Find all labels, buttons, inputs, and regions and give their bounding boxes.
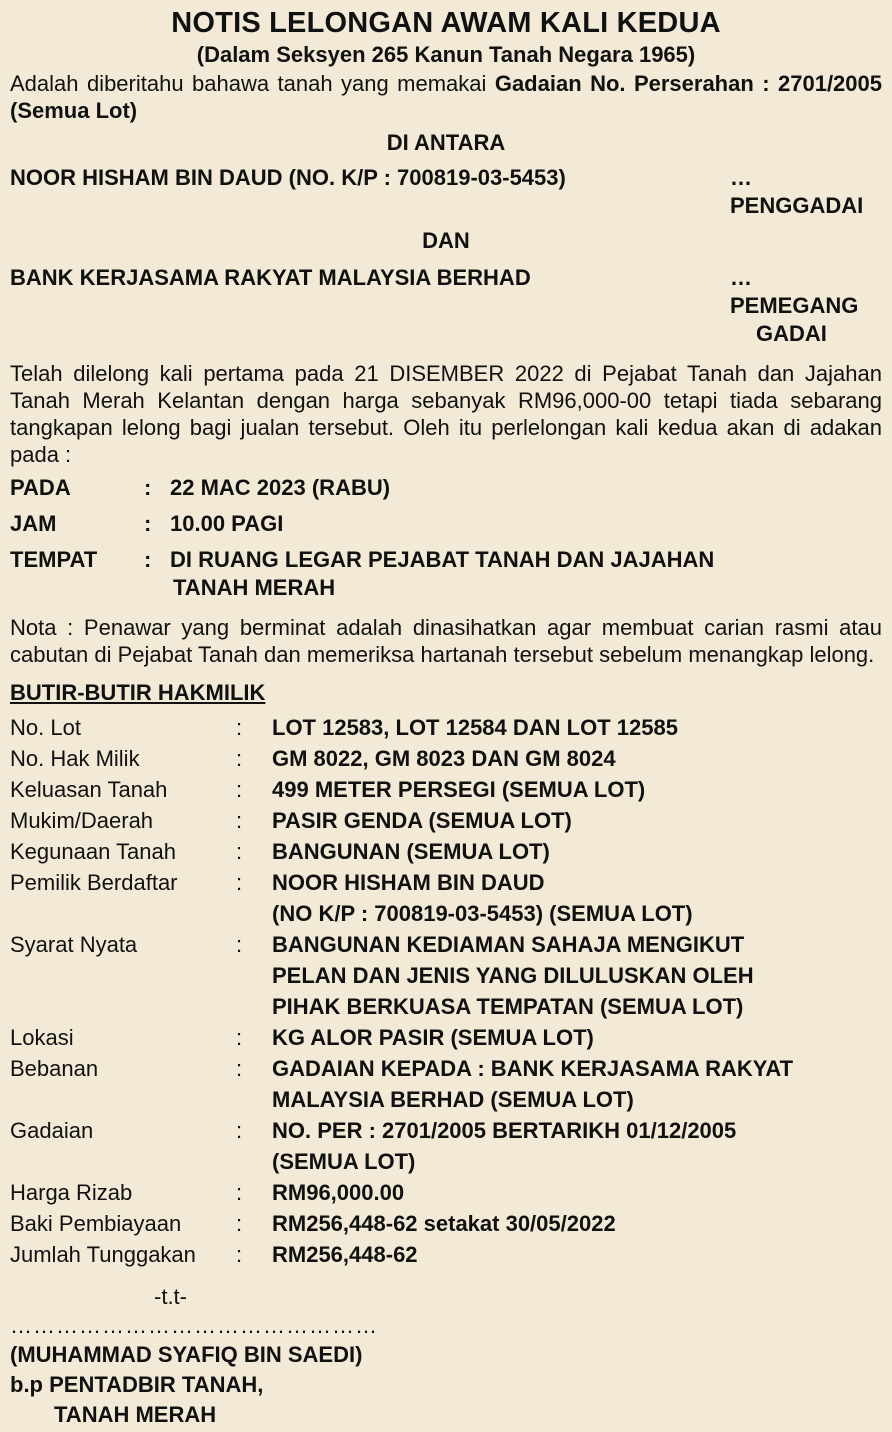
details-row: Pemilik Berdaftar : NOOR HISHAM BIN DAUD (NO K/P : 700819-03-5453) (SEMUA LOT) — [10, 870, 693, 926]
details-row: Lokasi : KG ALOR PASIR (SEMUA LOT) — [10, 1025, 594, 1050]
details-row: Kegunaan Tanah : BANGUNAN (SEMUA LOT) — [10, 839, 550, 864]
schedule-value: DI RUANG LEGAR PEJABAT TANAH DAN JAJAHAN TANAH MERAH — [170, 547, 715, 600]
signatory-place: TANAH MERAH — [54, 1402, 217, 1427]
between-label: DI ANTARA — [386, 130, 506, 155]
details-row: No. Lot : LOT 12583, LOT 12584 DAN LOT 12585 — [10, 715, 678, 740]
schedule-row-venue: TEMPAT : DI RUANG LEGAR PEJABAT TANAH DAN JAJAHAN TANAH MERAH — [10, 546, 882, 602]
schedule-row-date: PADA : 22 MAC 2023 (RABU) — [10, 474, 882, 502]
schedule-row-time: JAM : 10.00 PAGI — [10, 510, 882, 538]
party-chargee — [10, 264, 882, 348]
party-chargee-dots: … — [730, 265, 752, 290]
details-row: Harga Rizab : RM96,000.00 — [10, 1180, 405, 1205]
details-row: Baki Pembiayaan : RM256,448-62 setakat 30/05/2022 — [10, 1211, 616, 1236]
schedule-value: 10.00 PAGI — [170, 511, 284, 536]
notice-subtitle: (Dalam Seksyen 265 Kanun Tanah Negara 1965) — [196, 42, 696, 67]
signature-line: ………………………………………… — [10, 1313, 378, 1338]
details-row: Gadaian : NO. PER : 2701/2005 BERTARIKH 01/12/2005 (SEMUA LOT) — [10, 1118, 737, 1174]
schedule-key: PADA — [10, 475, 71, 500]
intro-paragraph — [10, 70, 882, 124]
party-chargee-role-label-1: PEMEGANG — [730, 293, 859, 318]
details-row: Jumlah Tunggakan : RM256,448-62 — [10, 1242, 418, 1267]
schedule-key: TEMPAT — [10, 547, 98, 572]
details-row: No. Hak Milik : GM 8022, GM 8023 DAN GM 8024 — [10, 746, 616, 771]
details-row: Keluasan Tanah : 499 METER PERSEGI (SEMUA LOT) — [10, 777, 646, 802]
auction-paragraph: Telah dilelong kali pertama pada 21 DISEMBER 2022 di Pejabat Tanah dan Jajahan Tanah Merah Kelantan dengan harga sebanyak RM96,000-00 tetapi tiada sebarang tangkapan lelong bagi jualan tersebut. Oleh itu perlelongan kali kedua akan di adakan pada : — [10, 361, 882, 467]
party-chargor-role — [730, 164, 882, 220]
notice-title: NOTIS LELONGAN AWAM KALI KEDUA — [171, 7, 721, 39]
party-chargor-dots: … — [730, 165, 752, 190]
details-table — [10, 712, 882, 1270]
details-row: Bebanan : GADAIAN KEPADA : BANK KERJASAMA RAKYAT MALAYSIA BERHAD (SEMUA LOT) — [10, 1056, 794, 1112]
schedule — [10, 474, 882, 602]
details-heading: BUTIR-BUTIR HAKMILIK — [10, 680, 266, 705]
intro-text: Adalah diberitahu bahawa tanah yang memakai — [10, 71, 495, 96]
party-chargor-name: NOOR HISHAM BIN DAUD (NO. K/P : 700819-03-5453) — [10, 165, 566, 190]
schedule-value: 22 MAC 2023 (RABU) — [170, 475, 391, 500]
schedule-key: JAM — [10, 511, 57, 536]
details-row: Mukim/Daerah : PASIR GENDA (SEMUA LOT) — [10, 808, 572, 833]
note-paragraph: Nota : Penawar yang berminat adalah dinasihatkan agar membuat carian rasmi atau cabutan di Pejabat Tanah dan memeriksa hartanah tersebut sebelum menangkap lelong. — [10, 615, 882, 667]
intro-bold: Gadaian No. Perserahan : 2701/2005 (Semua Lot) — [10, 71, 882, 123]
and-label: DAN — [422, 228, 470, 253]
signed-mark: -t.t- — [154, 1284, 187, 1309]
party-chargee-role-label-2: GADAI — [756, 321, 827, 346]
details-row: Syarat Nyata : BANGUNAN KEDIAMAN SAHAJA MENGIKUT PELAN DAN JENIS YANG DILULUSKAN OLEH PIHAK BERKUASA TEMPATAN (SEMUA LOT) — [10, 932, 754, 1019]
notice-document — [10, 6, 882, 1430]
party-chargor-role-label: PENGGADAI — [730, 193, 864, 218]
signatory-name: (MUHAMMAD SYAFIQ BIN SAEDI) — [10, 1342, 363, 1367]
party-chargee-name: BANK KERJASAMA RAKYAT MALAYSIA BERHAD — [10, 265, 531, 290]
party-chargee-role — [730, 264, 882, 348]
signatory-title: b.p PENTADBIR TANAH, — [10, 1372, 264, 1397]
party-chargor — [10, 164, 882, 220]
